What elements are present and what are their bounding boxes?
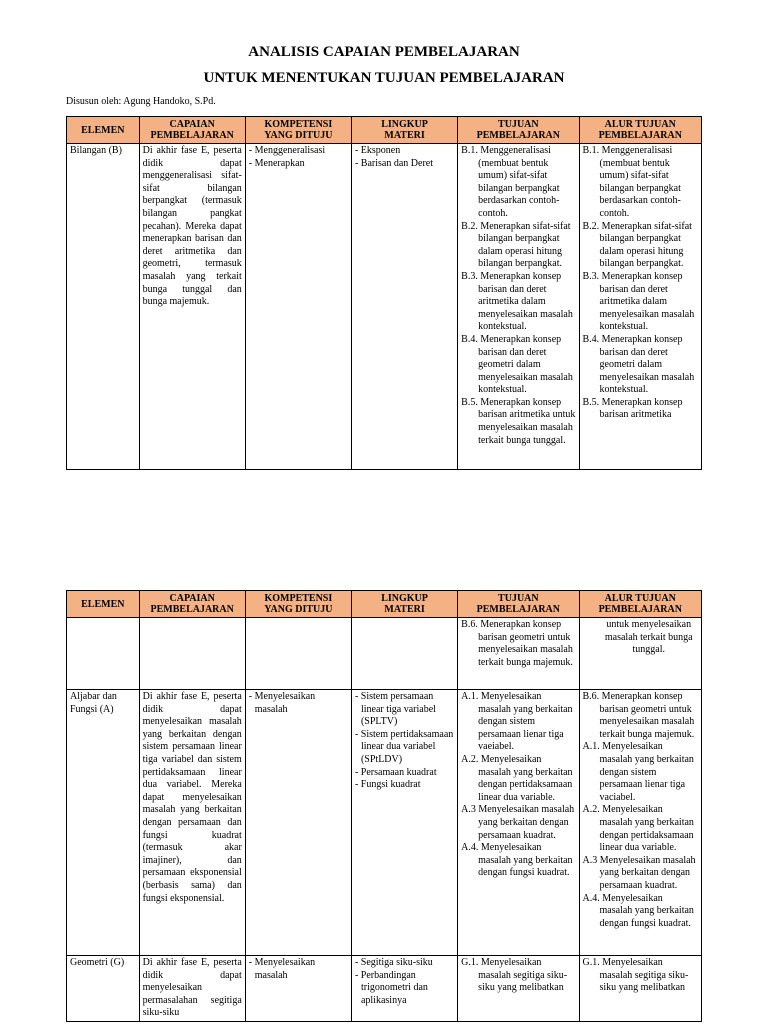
header-alur: ALUR TUJUAN PEMBELAJARAN [579, 117, 701, 144]
header-lingkup: LINGKUP MATERI [351, 117, 457, 144]
cell-capaian: Di akhir fase E, peserta didik dapat menggeneralisasi sifat-sifat bilangan berpangkat (termasuk bilangan pangkat pecahan). Mereka dapat menerapkan barisan dan deret aritmetika dan geometri, termasuk masalah yang terkait bunga tunggal dan bunga majemuk. [139, 144, 245, 470]
header-kompetensi: KOMPETENSI YANG DITUJU [245, 117, 351, 144]
table-header-row [67, 117, 702, 144]
table-row [67, 144, 702, 470]
table-header-row [67, 591, 702, 618]
header-kompetensi: KOMPETENSI YANG DITUJU [245, 591, 351, 618]
cell-alur: untuk menyelesaikan masalah terkait bunga tunggal. [579, 618, 701, 690]
cell-tujuan: G.1. Menyelesaikan masalah segitiga siku-siku yang melibatkan [458, 956, 579, 1022]
cell-alur: G.1. Menyelesaikan masalah segitiga siku-siku yang melibatkan [579, 956, 701, 1022]
cell-kompetensi: - Menyelesaikan masalah [245, 956, 351, 1022]
cell-tujuan: A.1. Menyelesaikan masalah yang berkaitan dengan sistem persamaan lienar tiga vaeiabel. A.2. Menyelesaikan masalah yang berkaitan dengan pertidaksamaan linear dua variable. A.3 Menyelesaikan masalah yang berkaitan dengan persamaan kuadrat. A.4. Menyelesaikan masalah yang berkaitan dengan fungsi kuadrat. [458, 690, 579, 956]
table-row [67, 690, 702, 956]
cell-elemen: Geometri (G) [67, 956, 140, 1022]
analysis-table-2 [66, 590, 702, 1022]
cell-elemen: Bilangan (B) [67, 144, 140, 470]
header-lingkup: LINGKUP MATERI [351, 591, 457, 618]
author-line: Disusun oleh: Agung Handoko, S.Pd. [66, 96, 216, 107]
cell-kompetensi: - Menggeneralisasi - Menerapkan [245, 144, 351, 470]
cell-capaian: Di akhir fase E, peserta didik dapat menyelesaikan permasalahan segitiga siku-siku [139, 956, 245, 1022]
cell-capaian: Di akhir fase E, peserta didik dapat menyelesaikan masalah yang berkaitan dengan sistem persamaan linear tiga variabel dan sistem pertidaksamaan linear dua variabel. Mereka dapat menyelesaikan masalah yang berkaitan dengan persamaan dan fungsi kuadrat (termasuk akar imajiner), dan persamaan eksponensial (berbasis sama) dan fungsi eksponensial. [139, 690, 245, 956]
header-capaian: CAPAIAN PEMBELAJARAN [139, 591, 245, 618]
header-tujuan: TUJUAN PEMBELAJARAN [458, 591, 579, 618]
header-tujuan: TUJUAN PEMBELAJARAN [458, 117, 579, 144]
cell-alur: B.1. Menggeneralisasi (membuat bentuk umum) sifat-sifat bilangan berpangkat berdasarkan contoh-contoh. B.2. Menerapkan sifat-sifat bilangan berpangkat dalam operasi hitung bilangan berpangkat. B.3. Menerapkan konsep barisan dan deret aritmetika dalam menyelesaikan masalah kontekstual. B.4. Menerapkan konsep barisan dan deret geometri dalam menyelesaikan masalah kontekstual. B.5. Menerapkan konsep barisan aritmetika [579, 144, 701, 470]
cell-tujuan: B.6. Menerapkan konsep barisan geometri untuk menyelesaikan masalah terkait bunga majemuk. [458, 618, 579, 690]
cell-lingkup: - Eksponen - Barisan dan Deret [351, 144, 457, 470]
document-title-line1: ANALISIS CAPAIAN PEMBELAJARAN [248, 44, 520, 60]
document-title-line2: UNTUK MENENTUKAN TUJUAN PEMBELAJARAN [203, 70, 565, 86]
table-row [67, 618, 702, 690]
cell-elemen: Aljabar dan Fungsi (A) [67, 690, 140, 956]
table-row [67, 956, 702, 1022]
header-elemen: ELEMEN [67, 117, 140, 144]
analysis-table-1 [66, 116, 702, 470]
cell-alur: B.6. Menerapkan konsep barisan geometri untuk menyelesaikan masalah terkait bunga majemuk. A.1. Menyelesaikan masalah yang berkaitan dengan sistem persamaan lienar tiga vaciabel. A.2. Menyelesaikan masalah yang berkaitan dengan pertidaksamaan linear dua variable. A.3 Menyelesaikan masalah yang berkaitan dengan persamaan kuadrat. A.4. Menyelesaikan masalah yang berkaitan dengan fungsi kuadrat. [579, 690, 701, 956]
cell-lingkup: - Segitiga siku-siku - Perbandingan trigonometri dan aplikasinya [351, 956, 457, 1022]
header-alur: ALUR TUJUAN PEMBELAJARAN [579, 591, 701, 618]
cell-lingkup: - Sistem persamaan linear tiga variabel (SPLTV) - Sistem pertidaksamaan linear dua variabel (SPtLDV) - Persamaan kuadrat - Fungsi kuadrat [351, 690, 457, 956]
cell-tujuan: B.1. Menggeneralisasi (membuat bentuk umum) sifat-sifat bilangan berpangkat berdasarkan contoh-contoh. B.2. Menerapkan sifat-sifat bilangan berpangkat dalam operasi hitung bilangan berpangkat. B.3. Menerapkan konsep barisan dan deret aritmetika dalam menyelesaikan masalah kontekstual. B.4. Menerapkan konsep barisan dan deret geometri dalam menyelesaikan masalah kontekstual. B.5. Menerapkan konsep barisan aritmetika untuk menyelesaikan masalah terkait bunga tunggal. [458, 144, 579, 470]
header-elemen: ELEMEN [67, 591, 140, 618]
cell-kompetensi: - Menyelesaikan masalah [245, 690, 351, 956]
header-capaian: CAPAIAN PEMBELAJARAN [139, 117, 245, 144]
